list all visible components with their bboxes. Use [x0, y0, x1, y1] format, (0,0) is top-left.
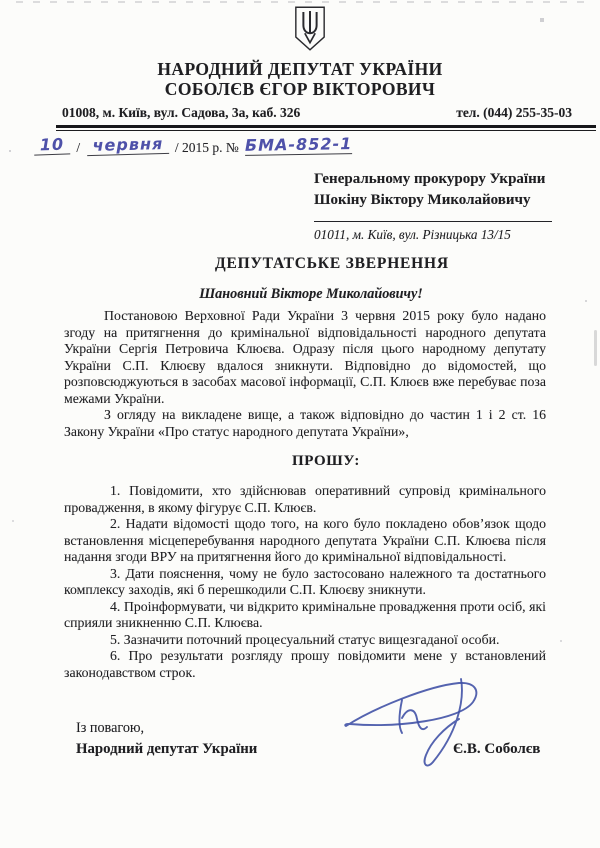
scan-speck-artifacts: [0, 0, 2, 2]
body-paragraph: З огляду на викладене вище, а також відповідно до частин 1 і 2 ст. 16 Закону України «Про статус народного депутата України»,: [64, 407, 546, 439]
handwritten-signature-icon: [332, 676, 502, 784]
request-heading: ПРОШУ:: [292, 453, 360, 469]
closing-position: Народний депутат України: [76, 740, 258, 757]
sender-title: НАРОДНИЙ ДЕПУТАТ УКРАЇНИ: [157, 59, 443, 79]
request-item: 4. Проінформувати, чи відкрито кримінальне провадження проти осіб, які сприяли зникненню С.П. Клюєва.: [64, 598, 546, 630]
scan-streak-artifact: [594, 330, 597, 366]
request-item: 1. Повідомити, хто здійснював оперативний супровід кримінального провадження, в якому фігурує С.П. Клюєв.: [64, 483, 546, 515]
handwritten-month: червня: [86, 135, 168, 156]
sender-name: СОБОЛЄВ ЄГОР ВІКТОРОВИЧ: [164, 79, 436, 99]
recipient-block: [314, 169, 556, 243]
handwritten-outgoing-number: БМА-852-1: [244, 134, 353, 155]
recipient-title: Генеральному прокурору України: [314, 171, 546, 187]
header-divider-rule: [56, 125, 596, 131]
reference-line: [34, 134, 600, 157]
body-paragraph: Постановою Верховної Ради України 3 червня 2015 року було надано згоду на притягнення до кримінальної відповідальності народного депутата України Сергія Петровича Клюєва. Одразу після цього народному депутату України С.П. Клюєву вдалося зникнути. Відповідно до відомостей, що розповсюджуються в засобах масової інформації, С.П. Клюєв вже перебуває поза межами України.: [64, 308, 546, 406]
salutation: Шановний Вікторе Миколайовичу!: [199, 286, 423, 302]
recipient-name: Шокіну Віктору Миколайовичу: [314, 191, 531, 208]
tryzub-coat-of-arms-icon: [293, 5, 327, 52]
ref-printed-year-number-label: / 2015 р. №: [174, 140, 239, 155]
sender-address: 01008, м. Київ, вул. Садова, 3а, каб. 326: [62, 105, 301, 120]
ref-slash: /: [76, 140, 81, 155]
request-item: 5. Зазначити поточний процесуальний статус вищезгаданої особи.: [110, 631, 500, 647]
sender-phone: тел. (044) 255-35-03: [456, 105, 572, 120]
closing-regards: Із повагою,: [76, 720, 145, 736]
document-title: ДЕПУТАТСЬКЕ ЗВЕРНЕННЯ: [215, 255, 449, 272]
sender-contact-row: [62, 105, 572, 121]
recipient-divider-rule: [314, 221, 552, 222]
signatory-name: Є.В. Соболєв: [453, 741, 541, 757]
request-item: 3. Дати пояснення, чому не було застосовано належного та достатнього комплексу заходів, які б перешкодили С.П. Клюєву зникнути.: [64, 565, 546, 597]
request-item: 6. Про результати розгляду прошу повідомити мене у встановлений законодавством строк.: [64, 648, 546, 680]
recipient-address: 01011, м. Київ, вул. Різницька 13/15: [314, 227, 511, 242]
scan-edge-artifact: [16, 1, 592, 3]
handwritten-day: 10: [34, 135, 71, 155]
request-item: 2. Надати відомості щодо того, на кого було покладено обов’язок щодо встановлення місцеперебування народного депутата України С.П. Клюєва після надання згоди ВРУ на притягнення його до кримінальної відповідальності.: [64, 516, 546, 564]
